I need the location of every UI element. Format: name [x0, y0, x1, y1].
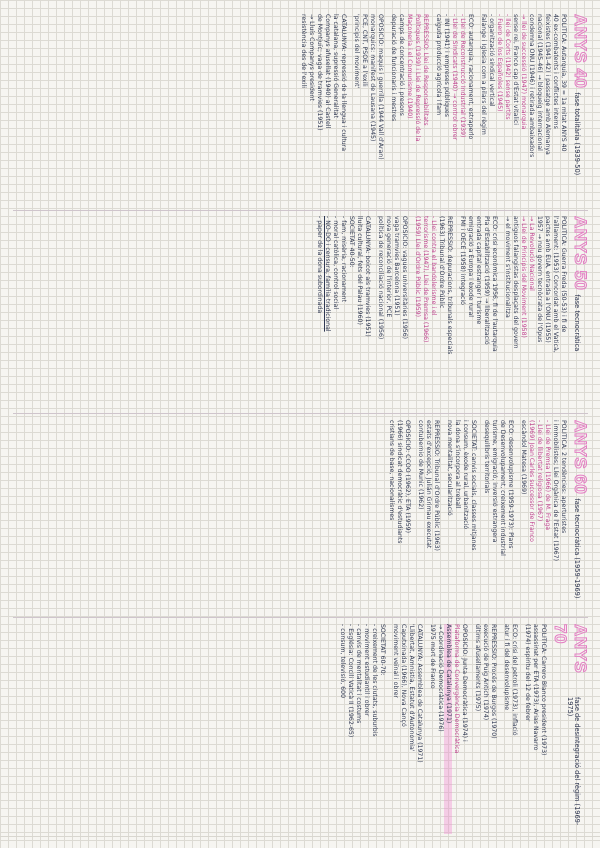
note-block — [434, 14, 474, 204]
decade-subtitle: fase tecnocràtica (1959-1969) — [573, 498, 581, 599]
note-line: - Llei de llibertat religiosa (1967) — [536, 420, 543, 522]
note-line: 'principis del moviment' — [353, 14, 360, 89]
note-block — [523, 624, 547, 834]
note-line: - llei de Corts (1942) sense partits — [504, 14, 511, 120]
note-line: moviment veïnal i obrer — [392, 624, 399, 699]
note-block — [502, 624, 518, 834]
note-line: CATALUNYA: repressió de la llengua i cultura — [340, 14, 347, 152]
note-line: → llei de successió (1947) monarquia — [520, 14, 527, 130]
column-anys-50 — [10, 216, 590, 406]
note-line: ECO: crisi del petroli (1973), inflació — [511, 624, 518, 736]
note-line: - INI (1941) i empreses públiques — [443, 14, 450, 117]
note-line: → Llei de Principis del Moviment (1958) — [520, 216, 527, 338]
note-line: estats d'excepció, Julián Grimau executat — [425, 420, 432, 549]
column-anys-60 — [10, 420, 590, 610]
note-line: Caputxinada (1966), Nova Cançó — [400, 624, 407, 727]
decade-title: ANYS 60 — [571, 420, 590, 495]
note-line: 1975 mort de Franco — [429, 624, 436, 689]
note-line: - Església: Concili Vaticà II (1962-65) — [347, 624, 354, 738]
note-line: de Montjuïc; vaga de tramvies (1951) — [316, 14, 323, 131]
page-bottom-line — [0, 836, 600, 837]
note-line: - moral catòlica, control social — [332, 216, 339, 310]
note-block — [391, 624, 423, 834]
note-line: depuració de funcionaris i mestres — [390, 14, 397, 122]
note-line: POLÍTICA: Guerra Freda (50-53) i fi de — [560, 216, 567, 333]
note-line: resistència des de l'exili — [300, 14, 307, 88]
note-line: - fam, misèria, racionament — [340, 216, 347, 303]
note-line: feixistes (1941-42) i passatge amb Alemanya — [544, 14, 551, 155]
note-line: REPRESSIÓ: Tribunal d'Ordre Públic (1963) — [433, 420, 440, 551]
note-line: - moviment estudiantil i obrer — [363, 624, 370, 717]
note-block — [479, 14, 567, 204]
note-line: nova generació de l'interior, PCE — [385, 216, 392, 318]
note-line: → Lluís Companys president — [308, 14, 315, 101]
note-line: ECO: crisi econòmica 1956, fi de l'autarquia — [491, 216, 498, 352]
decade-title: ANYS 70 — [551, 624, 590, 674]
column-heading — [570, 420, 590, 610]
note-line: caiguda producció agrícola i fam — [435, 14, 442, 116]
note-line: (1974) espíritu del 12 de febrer — [524, 624, 531, 722]
note-block — [503, 216, 567, 406]
note-line: POLÍTICA: Carrero Blanco president (1973) — [540, 624, 547, 756]
column-divider — [13, 617, 588, 618]
note-line: cristians de base, nacionalismes — [388, 420, 395, 521]
note-line: Assemblea de Catalunya (1971) — [444, 624, 452, 834]
note-line: REPRESSIÓ: Llei de Responsabilitats — [422, 14, 429, 126]
note-line: - Llei de Premsa (1966) de M. Fraga — [544, 420, 551, 531]
note-block — [352, 14, 384, 204]
column-divider — [13, 210, 588, 211]
note-line: la dona s'incorpora al treball — [454, 420, 461, 509]
note-line: execució de Puig Antich (1974) — [482, 624, 489, 721]
note-line: → La Revolució Nacional — [528, 216, 535, 291]
note-line: REPRESSIÓ: Procés de Burgos (1970) — [490, 624, 497, 739]
note-line: SOCIETAT 60-70: — [379, 624, 386, 676]
note-block — [387, 420, 411, 610]
note-line: Plataforma de Convergència Democràtica — [453, 624, 460, 754]
decade-subtitle: fase totalitària (1939-50) — [573, 92, 581, 176]
note-line: - Llei contra el bandolerisme i el — [430, 216, 437, 316]
note-line: SOCIETAT: canvis socials, classes mitjanes — [470, 420, 477, 551]
note-line: 'Llibertat, Amnistia, Estatut d'Autonomia' — [408, 624, 415, 752]
note-line: POLÍTICA: 2 tendències: aperturistes — [560, 420, 567, 534]
note-line: OPOSICIÓ: Junta Democràtica (1974) i — [461, 624, 468, 742]
note-line: SOCIETAT 40-50: — [348, 216, 355, 268]
note-line: política de reconciliació nacional (1956) — [377, 216, 384, 340]
column-divider — [13, 413, 588, 414]
column-heading — [570, 14, 590, 204]
decade-subtitle: fase tecnocràtica — [573, 294, 581, 352]
note-line: - canvis de mentalitat i costums — [355, 624, 362, 724]
decade-title: ANYS 50 — [571, 216, 590, 291]
note-line: PCE, CNT, PSOE a l'exili — [361, 14, 368, 87]
note-line: POLÍTICA: Autarquia, 39 = 1a mitat ANYS 40 — [560, 14, 567, 152]
note-line: Pla d'Estabilització (1959) → liberalització — [483, 216, 490, 345]
note-line: Maçoneria i el Comunisme (1940) — [406, 14, 413, 119]
note-line: pactes amb EUA, entrada a l'ONU (1955) — [544, 216, 551, 343]
note-line: REPRESSIÓ: depuracions, tribunals especials — [446, 216, 453, 355]
note-line: OPOSICIÓ: CCOO (1962), ETA (1959) — [404, 420, 411, 534]
note-line: Polítiques (1939) i Llei de Repressió de la — [414, 14, 421, 142]
note-line: sense rei, Franco cap d'Estat vitalici — [512, 14, 519, 125]
note-block — [519, 420, 567, 610]
note-line: antiguos falangistas desplaçats del govern — [512, 216, 519, 349]
note-line: OPOSICIÓ: vagues universitàries (1956) — [401, 216, 408, 340]
note-line: (1969) Joan Carles successor de Franco — [528, 420, 535, 542]
note-line: lluita cultural, fets del Palau (1960) — [356, 216, 363, 325]
note-line: nacional (1945-46) → bloqueig internacional — [536, 14, 543, 151]
note-line: ECO: desenvolupisme (1959-1973): Plans — [507, 420, 514, 549]
decade-subtitle: fase de desintegració del règim (1969-1975) — [565, 697, 581, 826]
column-anys-40 — [10, 14, 590, 204]
note-line: de Desenvolupament, creixement industrial — [499, 420, 506, 556]
column-anys-70 — [10, 624, 590, 834]
note-line: i consum, èxode rural, urbanització — [462, 420, 469, 530]
note-line: últims afusellaments (1975) — [474, 624, 481, 712]
note-line: atur i fi del desenvolupisme — [503, 624, 510, 711]
note-line: (1963) Tribunal d'Ordre Públic — [438, 216, 445, 309]
note-line: ECO: autarquia, racionament, estraperlo — [467, 14, 474, 140]
decade-title: ANYS 40 — [571, 14, 590, 89]
note-block — [413, 216, 453, 406]
note-line: CATALUNYA: Assemblea de Catalunya (1971) — [416, 624, 423, 763]
note-line: 1957 → nou govern tecnòcrata de l'Opus — [536, 216, 543, 343]
note-line: nova mentalitat, secularització — [446, 420, 453, 516]
note-line: contubernio de Munic (1962) — [417, 420, 424, 510]
note-line: FMI i OECE (1958) integració — [459, 216, 466, 305]
note-line: - creixement de les ciutats, suburbis — [371, 624, 378, 737]
note-line: - consum, televisió, 600 — [339, 624, 346, 699]
note-line: condemna ONU (1946) i retirada ambaixadors — [528, 14, 535, 158]
note-line: 40 ex-combatents i conflictes interns — [552, 14, 559, 129]
note-line: - Fuero de los Españoles (1945) — [496, 14, 503, 112]
note-line: emigració a Europa i èxode rural — [467, 216, 474, 318]
note-block — [428, 624, 468, 834]
note-line: - Llei de Sindicats (1940) → control obrer — [451, 14, 458, 141]
note-line: monarquics: manifest de Lausana (1945) — [369, 14, 376, 142]
column-heading — [550, 624, 590, 834]
note-line: - NO-DO i censura, família tradicional — [324, 216, 331, 332]
note-block — [416, 420, 440, 610]
note-block — [299, 14, 347, 204]
note-block — [445, 420, 477, 610]
note-line: l'aïllament: (1953) Concordat amb el Vaticà, — [552, 216, 559, 353]
note-line: - paper de la dona subordinada — [316, 216, 323, 314]
note-line: (1959) Llei d'Ordre Públic (1959) — [414, 216, 421, 318]
note-line: OPOSICIÓ: maquis i guerrilla (1944 Vall d'Aran) — [377, 14, 384, 160]
note-line: → Coordinació Democràtica (1976) — [437, 624, 444, 732]
note-line: - organització sindical vertical — [488, 14, 495, 107]
note-line: camps de concentració i presons — [398, 14, 405, 116]
note-line: Falange i Iglesia com a pilars del règim — [480, 14, 487, 135]
note-line: turisme, emigració, inversió estrangera — [491, 420, 498, 543]
note-line: CATALUNYA: boicot als tramvies (1951) — [364, 216, 371, 337]
note-line: → el moviment s'institucionalitza — [504, 216, 511, 318]
note-line: Companys afusellat (1940) al Castell — [324, 14, 331, 129]
note-block — [482, 420, 514, 610]
note-line: la catalana, supressió Generalitat — [332, 14, 339, 118]
note-line: vaga tramvies Barcelona (1951) — [393, 216, 400, 316]
note-block — [338, 624, 386, 834]
note-block — [315, 216, 371, 406]
note-line: (1966) sindicat democràtic d'estudiants — [396, 420, 403, 544]
note-line: desequilibris territorials — [483, 420, 490, 494]
note-line: terrorisme (1947), Llei de Premsa (1966) — [422, 216, 429, 343]
column-heading — [570, 216, 590, 406]
note-line: entrada capital estranger i turisme — [475, 216, 482, 325]
note-block — [389, 14, 429, 204]
note-block — [458, 216, 498, 406]
note-block — [376, 216, 408, 406]
note-line: escàndol Matesa (1969) — [520, 420, 527, 495]
note-line: i immobilistes; Llei Orgànica de l'Estat (1967) — [552, 420, 559, 561]
note-line: - Llei de Reconstrucció Industrial (1939) — [459, 14, 466, 138]
note-block — [473, 624, 497, 834]
note-line: assassinat per ETA (1973), Arias Navarro — [532, 624, 539, 751]
